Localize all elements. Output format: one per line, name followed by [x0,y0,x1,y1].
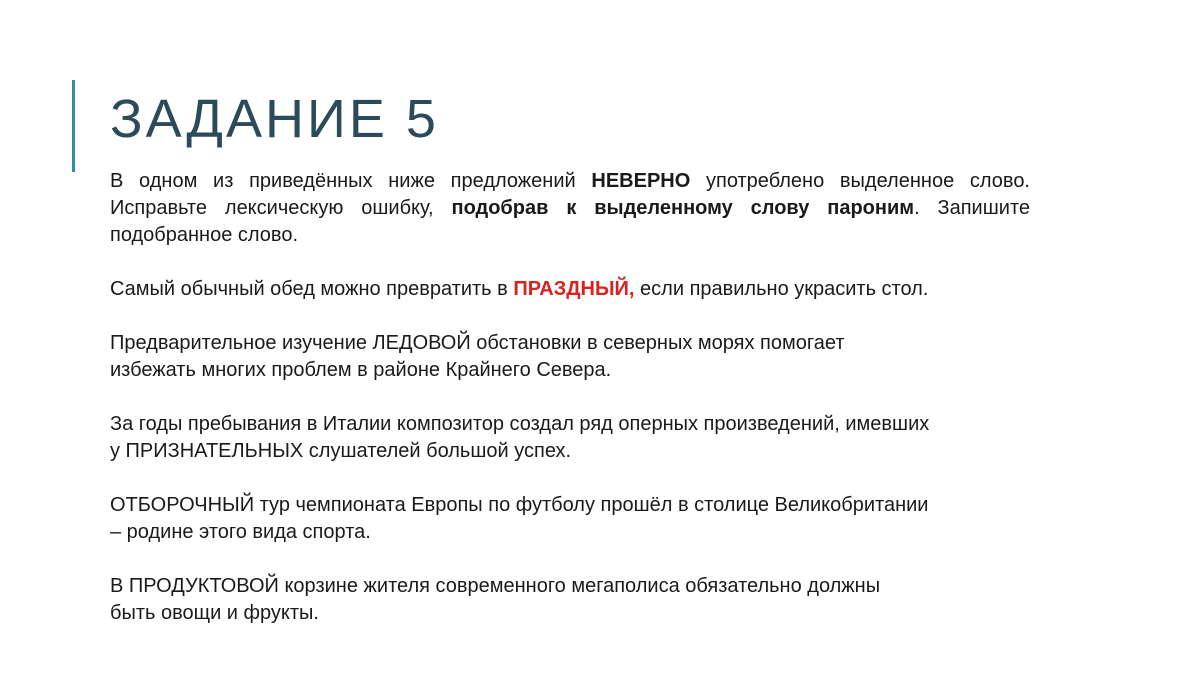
task-instruction [110,168,1030,249]
sentence-5-line-1: В ПРОДУКТОВОЙ корзине жителя современного мегаполиса обязательно должны [110,575,881,597]
sentence-2-line-1: Предварительное изучение ЛЕДОВОЙ обстановки в северных морях помогает [110,332,845,354]
sentence-5 [110,573,1030,627]
sentence-3-line-2: у ПРИЗНАТЕЛЬНЫХ слушателей большой успех. [110,440,572,462]
sentence-3-line-1: За годы пребывания в Италии композитор создал ряд оперных произведений, имевших [110,413,930,435]
sentence-1-before: Самый обычный обед можно превратить в [110,278,514,300]
highlighted-word: ПРАЗДНЫЙ, [513,278,635,300]
instruction-text-2: употреблено выделенное слово. Исправьте лексическую ошибку, [110,170,1030,219]
instruction-text-3: . Запишите подобранное слово. [110,197,1030,246]
sentence-4-line-1: ОТБОРОЧНЫЙ тур чемпионата Европы по футболу прошёл в столице Великобритании [110,494,929,516]
sentence-5-line-2: быть овощи и фрукты. [110,602,319,624]
sentence-2-line-2: избежать многих проблем в районе Крайнего Севера. [110,359,612,381]
sentence-4-line-2: – родине этого вида спорта. [110,521,371,543]
sentence-1-after: если правильно украсить стол. [634,278,929,300]
page-title: ЗАДАНИЕ 5 [110,89,439,149]
sentence-4 [110,492,1030,546]
sentence-2 [110,330,1030,384]
sentence-3 [110,411,1030,465]
instruction-text-1: В одном из приведённых ниже предложений [110,170,592,192]
slide-content [110,168,1030,627]
title-accent-bar [72,80,75,172]
instruction-emphasis-paronym: подобрав к выделенному слову пароним [451,197,915,219]
instruction-emphasis-incorrect: НЕВЕРНО [591,170,691,192]
sentence-1 [110,276,1030,303]
